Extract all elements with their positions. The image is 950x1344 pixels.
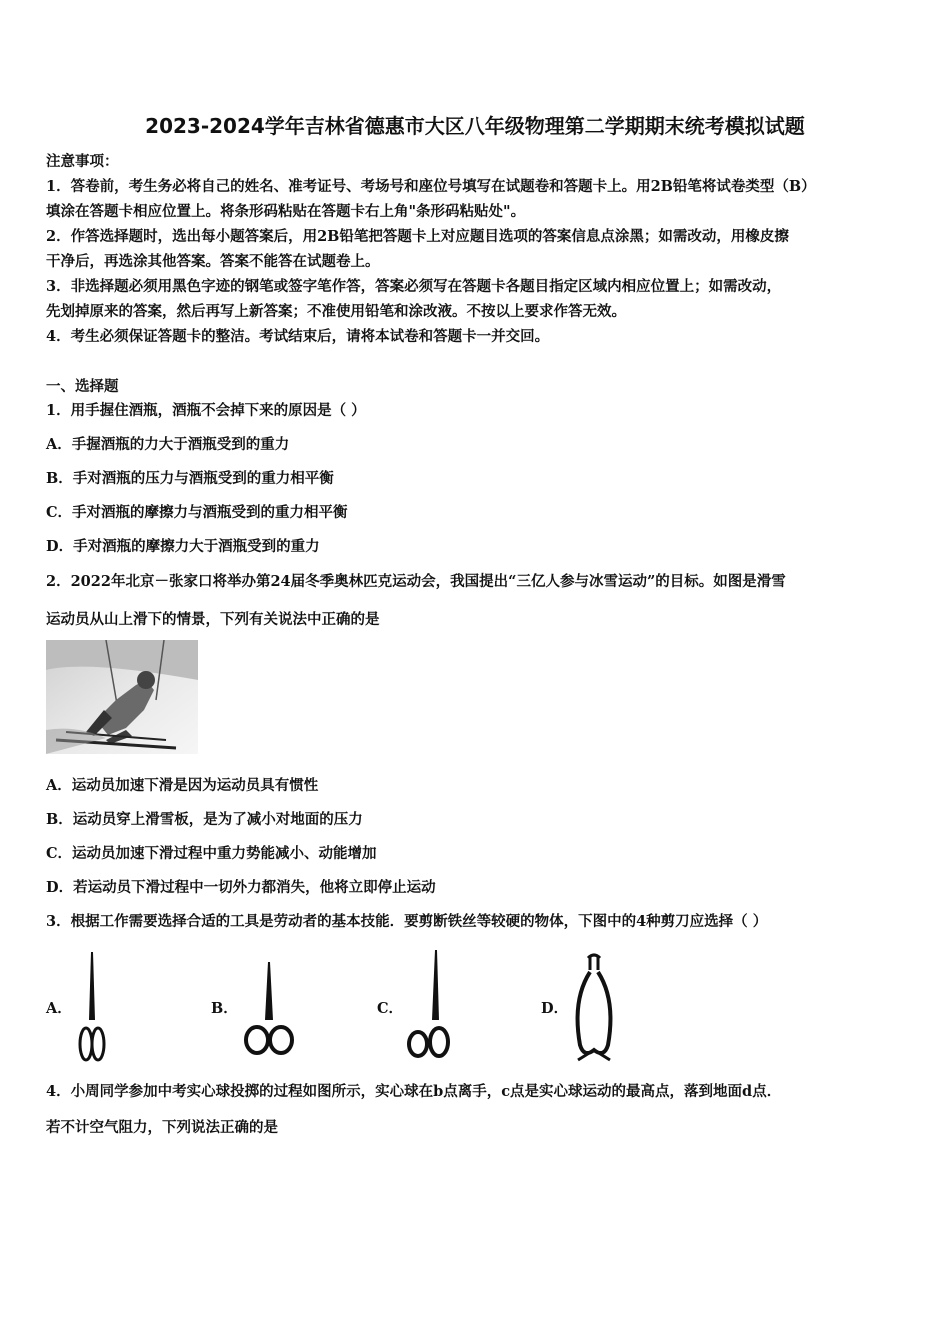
question-1-option-d: D．手对酒瓶的摩擦力大于酒瓶受到的重力 xyxy=(46,538,320,555)
question-2-stem: 2．2022年北京－张家口将举办第24届冬季奥林匹克运动会，我国提出“三亿人参与冰雪运动”的目标。如图是滑雪 xyxy=(46,573,786,590)
question-2-option-d: D．若运动员下滑过程中一切外力都消失，他将立即停止运动 xyxy=(46,879,436,896)
question-3-label-d: D． xyxy=(541,1000,569,1017)
notice-line: 2．作答选择题时，选出每小题答案后，用2B铅笔把答题卡上对应题目选项的答案信息点涂黑；如需改动，用橡皮擦 xyxy=(46,228,789,245)
question-4-stem-cont: 若不计空气阻力，下列说法正确的是 xyxy=(46,1119,278,1136)
question-3-label-c: C． xyxy=(377,1000,404,1017)
wire-cutter-scissors-icon xyxy=(570,950,618,1065)
question-3-label-a: A． xyxy=(46,1000,72,1017)
notice-line: 3．非选择题必须用黑色字迹的钢笔或签字笔作答，答案必须写在答题卡各题目指定区域内相应位置上；如需改动， xyxy=(46,278,782,295)
notice-line: 先划掉原来的答案，然后再写上新答案；不准使用铅笔和涂改液。不按以上要求作答无效。 xyxy=(46,303,626,320)
notice-line: 填涂在答题卡相应位置上。将条形码粘贴在答题卡右上角"条形码粘贴处"。 xyxy=(46,203,526,220)
question-2-stem-cont: 运动员从山上滑下的情景，下列有关说法中正确的是 xyxy=(46,611,380,628)
notice-heading: 注意事项： xyxy=(46,153,119,170)
page-title: 2023-2024学年吉林省德惠市大区八年级物理第二学期期末统考模拟试题 xyxy=(145,114,805,138)
question-1-option-c: C．手对酒瓶的摩擦力与酒瓶受到的重力相平衡 xyxy=(46,504,348,521)
section-heading: 一、选择题 xyxy=(46,378,119,395)
notice-line: 1．答卷前，考生务必将自己的姓名、准考证号、考场号和座位号填写在试题卷和答题卡上。用2B铅笔将试卷类型（B） xyxy=(46,178,816,195)
question-1-option-a: A．手握酒瓶的力大于酒瓶受到的重力 xyxy=(46,436,290,453)
question-2-option-a: A．运动员加速下滑是因为运动员具有惯性 xyxy=(46,777,319,794)
tailor-scissors-icon xyxy=(404,950,454,1065)
question-4-stem: 4．小周同学参加中考实心球投掷的过程如图所示，实心球在b点离手，c点是实心球运动的最高点，落到地面d点． xyxy=(46,1083,782,1100)
question-3-label-b: B． xyxy=(211,1000,238,1017)
question-2-option-c: C．运动员加速下滑过程中重力势能减小、动能增加 xyxy=(46,845,377,862)
question-1-stem: 1．用手握住酒瓶，酒瓶不会掉下来的原因是（ ） xyxy=(46,402,366,419)
question-1-option-b: B．手对酒瓶的压力与酒瓶受到的重力相平衡 xyxy=(46,470,334,487)
notice-line: 干净后，再选涂其他答案。答案不能答在试题卷上。 xyxy=(46,253,380,270)
skier-photo xyxy=(46,640,198,754)
short-blade-scissors-icon xyxy=(244,950,294,1065)
notice-line: 4．考生必须保证答题卡的整洁。考试结束后，请将本试卷和答题卡一并交回。 xyxy=(46,328,550,345)
question-2-option-b: B．运动员穿上滑雪板，是为了减小对地面的压力 xyxy=(46,811,363,828)
question-3-stem: 3．根据工作需要选择合适的工具是劳动者的基本技能．要剪断铁丝等较硬的物体，下图中的4种剪刀应选择（ ） xyxy=(46,913,768,930)
long-blade-scissors-icon xyxy=(76,950,108,1065)
